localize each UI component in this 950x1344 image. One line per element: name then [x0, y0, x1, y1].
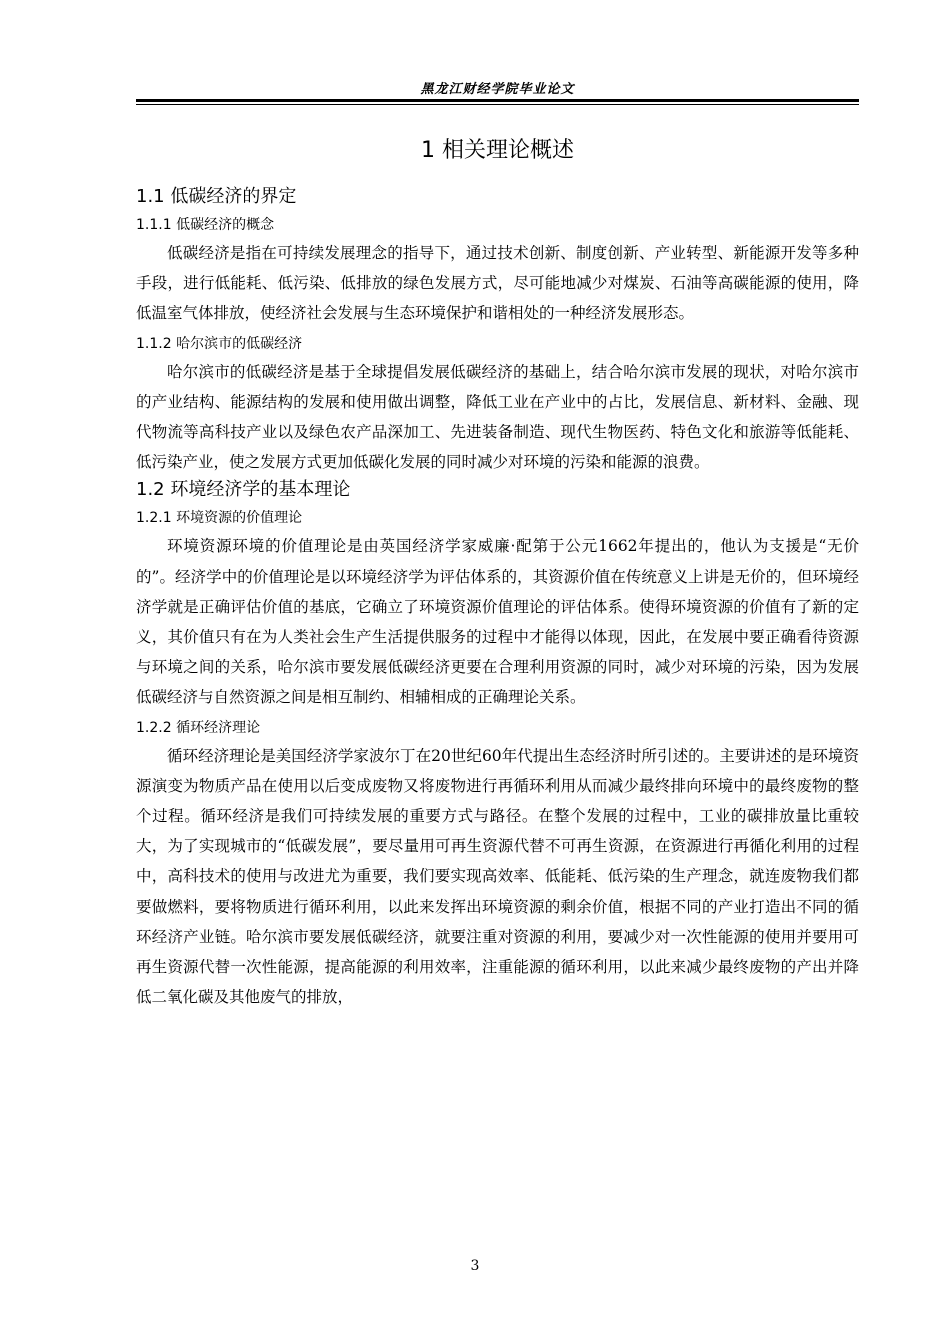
subsection-heading: 1.2.1 环境资源的价值理论 — [136, 510, 303, 527]
subsection-heading: 1.1.2 哈尔滨市的低碳经济 — [136, 335, 303, 352]
page-body — [136, 128, 859, 1012]
subsection-heading: 1.2.2 循环经济理论 — [136, 719, 261, 736]
header-rule-thick — [136, 99, 859, 102]
section-1-1 — [136, 184, 859, 477]
paragraph: 循环经济理论是美国经济学家波尔丁在20世纪60年代提出生态经济时所引述的。主要讲述的是环境资源演变为物质产品在使用以后变成废物又将废物进行再循环利用从而减少最终排向环境中的最终废物的整个过程。循环经济是我们可持续发展的重要方式与路径。在整个发展的过程中，工业的碳排放量比重较大，为了实现城市的“低碳发展”，要尽量用可再生资源代替不可再生资源，在资源进行再循化利用的过程中，高科技术的使用与改进尤为重要，我们要实现高效率、低能耗、低污染的生产理念，就连废物我们都要做燃料，要将物质进行循环利用，以此来发挥出环境资源的剩余价值，根据不同的产业打造出不同的循环经济产业链。哈尔滨市要发展低碳经济，就要注重对资源的利用，要减少对一次性能源的使用并要用可再生资源代替一次性能源，提高能源的利用效率，注重能源的循环利用，以此来减少最终废物的产出并降低二氧化碳及其他废气的排放， — [136, 746, 859, 1007]
running-header: 黑龙江财经学院毕业论文 — [420, 82, 575, 97]
page-number: 3 — [470, 1258, 480, 1274]
header-rule-thin — [136, 104, 859, 105]
section-1-2 — [136, 477, 859, 1012]
chapter-title: 1 相关理论概述 — [421, 138, 574, 163]
section-heading: 1.2 环境经济学的基本理论 — [136, 479, 351, 501]
paragraph: 哈尔滨市的低碳经济是基于全球提倡发展低碳经济的基础上，结合哈尔滨市发展的现状，对哈尔滨市的产业结构、能源结构的发展和使用做出调整，降低工业在产业中的占比，发展信息、新材料、金融、现代物流等高科技产业以及绿色农产品深加工、先进装备制造、现代生物医药、特色文化和旅游等低能耗、低污染产业，使之发展方式更加低碳化发展的同时减少对环境的污染和能源的浪费。 — [136, 362, 859, 472]
section-heading: 1.1 低碳经济的界定 — [136, 186, 297, 207]
paragraph: 环境资源环境的价值理论是由英国经济学家威廉·配第于公元1662年提出的，他认为支援是“无价的”。经济学中的价值理论是以环境经济学为评估体系的，其资源价值在传统意义上讲是无价的，但环境经济学就是正确评估价值的基底，它确立了环境资源价值理论的评估体系。使得环境资源的价值有了新的定义，其价值只有在为人类社会生产生活提供服务的过程中才能得以体现，因此，在发展中要正确看待资源与环境之间的关系，哈尔滨市要发展低碳经济更要在合理利用资源的同时，减少对环境的污染，因为发展低碳经济与自然资源之间是相互制约、相辅相成的正确理论关系。 — [136, 537, 859, 707]
paragraph: 低碳经济是指在可持续发展理念的指导下，通过技术创新、制度创新、产业转型、新能源开发等多种手段，进行低能耗、低污染、低排放的绿色发展方式，尽可能地减少对煤炭、石油等高碳能源的使用，降低温室气体排放，使经济社会发展与生态环境保护和谐相处的一种经济发展形态。 — [136, 244, 859, 323]
subsection-heading: 1.1.1 低碳经济的概念 — [136, 217, 275, 233]
